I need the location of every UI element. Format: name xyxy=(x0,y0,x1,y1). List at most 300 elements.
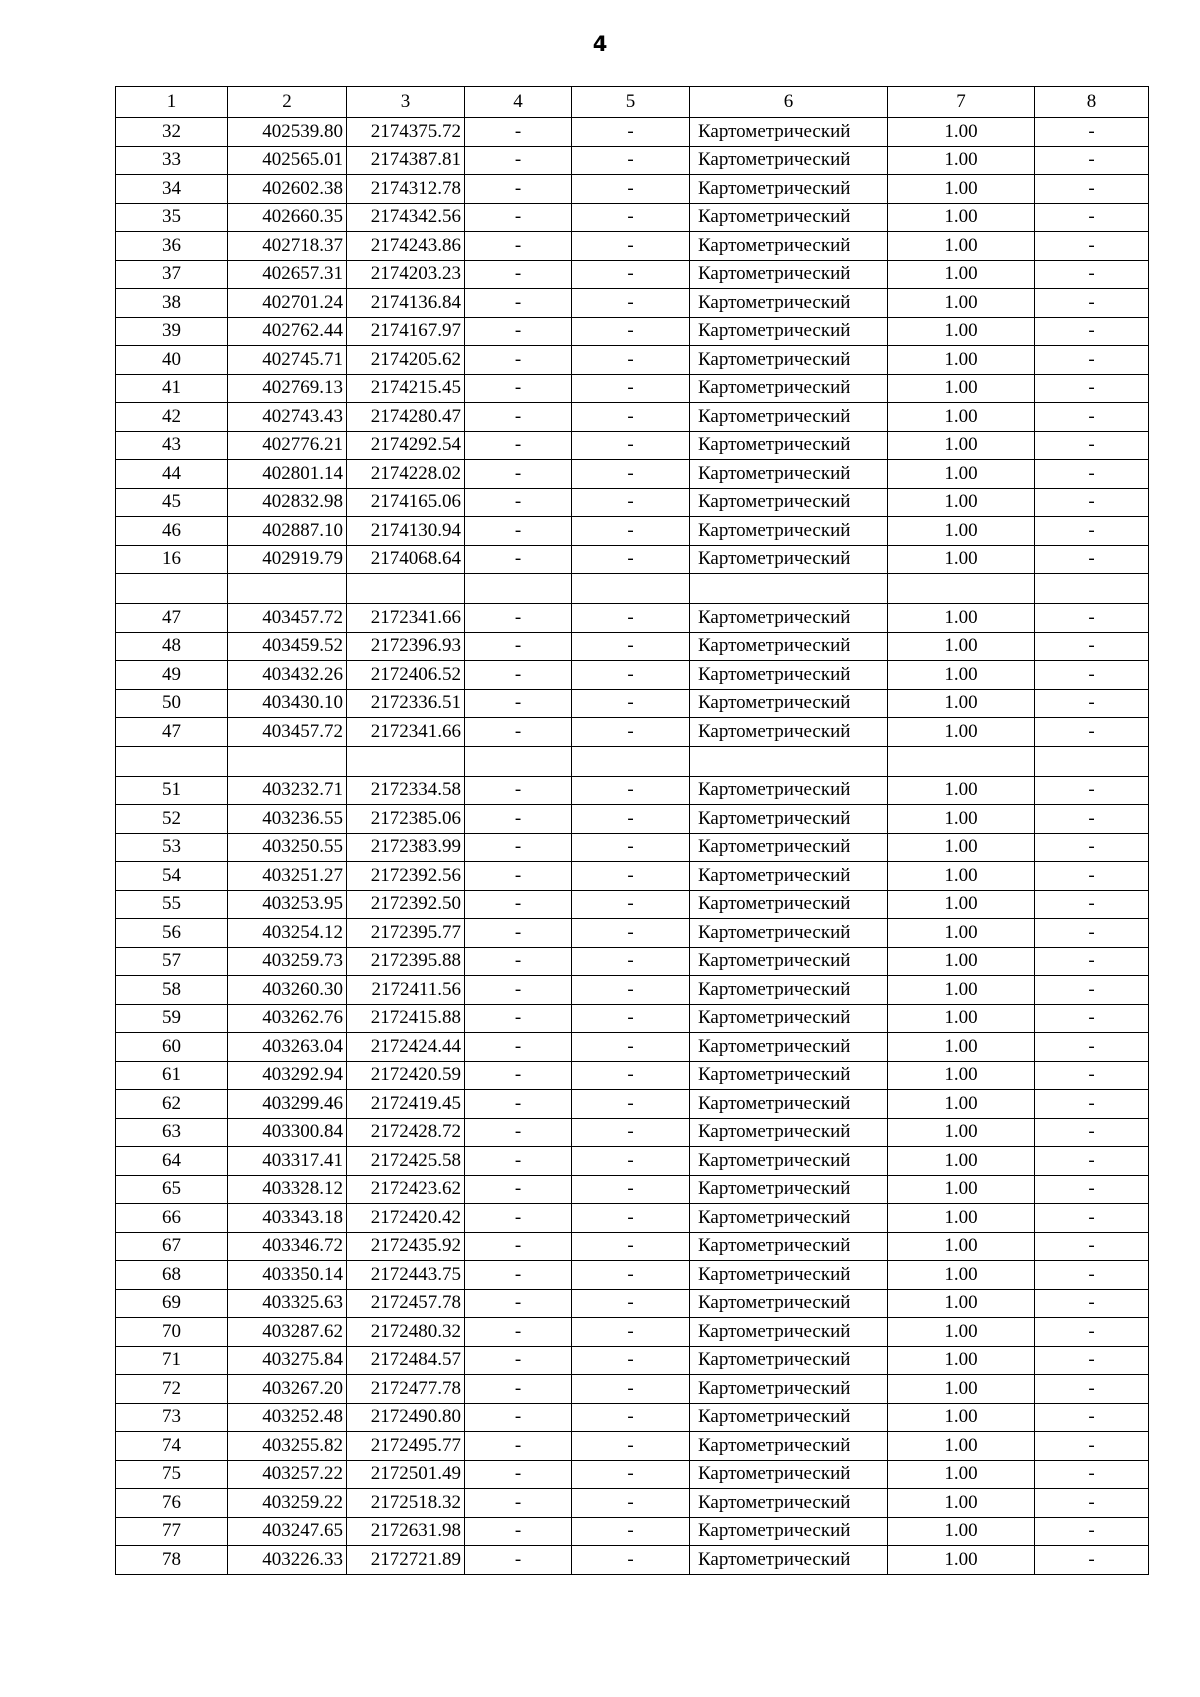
col4-cell: - xyxy=(465,632,572,661)
col8-cell: - xyxy=(1035,203,1149,232)
method-cell: Картометрический xyxy=(690,232,888,261)
col4-cell: - xyxy=(465,1147,572,1176)
method-cell: Картометрический xyxy=(690,431,888,460)
accuracy-cell: 1.00 xyxy=(888,1090,1035,1119)
accuracy-cell: 1.00 xyxy=(888,403,1035,432)
y-coordinate-cell: 2174203.23 xyxy=(347,260,465,289)
table-row xyxy=(116,346,1149,375)
col8-cell: - xyxy=(1035,689,1149,718)
point-number-cell: 70 xyxy=(116,1318,228,1347)
col8-cell: - xyxy=(1035,1033,1149,1062)
col4-cell: - xyxy=(465,346,572,375)
accuracy-cell: 1.00 xyxy=(888,1432,1035,1461)
method-cell: Картометрический xyxy=(690,289,888,318)
method-cell: Картометрический xyxy=(690,632,888,661)
col4-cell: - xyxy=(465,776,572,805)
accuracy-cell: 1.00 xyxy=(888,374,1035,403)
col5-cell: - xyxy=(572,146,690,175)
col4-cell: - xyxy=(465,1261,572,1290)
method-cell: Картометрический xyxy=(690,1204,888,1233)
table-row xyxy=(116,431,1149,460)
point-number-cell: 42 xyxy=(116,403,228,432)
empty-cell xyxy=(465,746,572,776)
column-header: 1 xyxy=(116,87,228,118)
point-number-cell: 63 xyxy=(116,1118,228,1147)
x-coordinate-cell: 402776.21 xyxy=(228,431,347,460)
table-row xyxy=(116,1261,1149,1290)
col8-cell: - xyxy=(1035,890,1149,919)
table-row xyxy=(116,1403,1149,1432)
point-number-cell: 69 xyxy=(116,1289,228,1318)
empty-cell xyxy=(228,746,347,776)
table-row xyxy=(116,1318,1149,1347)
y-coordinate-cell: 2172484.57 xyxy=(347,1346,465,1375)
point-number-cell: 73 xyxy=(116,1403,228,1432)
col4-cell: - xyxy=(465,689,572,718)
method-cell: Картометрический xyxy=(690,1061,888,1090)
col5-cell: - xyxy=(572,1261,690,1290)
accuracy-cell: 1.00 xyxy=(888,317,1035,346)
method-cell: Картометрический xyxy=(690,1090,888,1119)
y-coordinate-cell: 2172428.72 xyxy=(347,1118,465,1147)
x-coordinate-cell: 403252.48 xyxy=(228,1403,347,1432)
col8-cell: - xyxy=(1035,431,1149,460)
method-cell: Картометрический xyxy=(690,1489,888,1518)
method-cell: Картометрический xyxy=(690,805,888,834)
x-coordinate-cell: 403251.27 xyxy=(228,862,347,891)
y-coordinate-cell: 2172415.88 xyxy=(347,1004,465,1033)
point-number-cell: 59 xyxy=(116,1004,228,1033)
y-coordinate-cell: 2172336.51 xyxy=(347,689,465,718)
method-cell: Картометрический xyxy=(690,1517,888,1546)
y-coordinate-cell: 2172396.93 xyxy=(347,632,465,661)
y-coordinate-cell: 2174387.81 xyxy=(347,146,465,175)
accuracy-cell: 1.00 xyxy=(888,203,1035,232)
accuracy-cell: 1.00 xyxy=(888,118,1035,147)
col8-cell: - xyxy=(1035,1204,1149,1233)
method-cell: Картометрический xyxy=(690,545,888,574)
col8-cell: - xyxy=(1035,1403,1149,1432)
col4-cell: - xyxy=(465,1346,572,1375)
accuracy-cell: 1.00 xyxy=(888,517,1035,546)
empty-cell xyxy=(228,574,347,604)
point-number-cell: 37 xyxy=(116,260,228,289)
x-coordinate-cell: 402657.31 xyxy=(228,260,347,289)
empty-cell xyxy=(690,574,888,604)
method-cell: Картометрический xyxy=(690,919,888,948)
spacer-row xyxy=(116,746,1149,776)
table-row xyxy=(116,1090,1149,1119)
x-coordinate-cell: 403300.84 xyxy=(228,1118,347,1147)
col4-cell: - xyxy=(465,919,572,948)
col8-cell: - xyxy=(1035,1432,1149,1461)
table-row xyxy=(116,862,1149,891)
col8-cell: - xyxy=(1035,1517,1149,1546)
col4-cell: - xyxy=(465,517,572,546)
point-number-cell: 64 xyxy=(116,1147,228,1176)
x-coordinate-cell: 403260.30 xyxy=(228,976,347,1005)
col4-cell: - xyxy=(465,488,572,517)
y-coordinate-cell: 2172490.80 xyxy=(347,1403,465,1432)
col4-cell: - xyxy=(465,947,572,976)
table-row xyxy=(116,1118,1149,1147)
point-number-cell: 71 xyxy=(116,1346,228,1375)
empty-cell xyxy=(347,746,465,776)
y-coordinate-cell: 2174205.62 xyxy=(347,346,465,375)
method-cell: Картометрический xyxy=(690,1175,888,1204)
col5-cell: - xyxy=(572,1033,690,1062)
col4-cell: - xyxy=(465,232,572,261)
col8-cell: - xyxy=(1035,1375,1149,1404)
y-coordinate-cell: 2174136.84 xyxy=(347,289,465,318)
point-number-cell: 61 xyxy=(116,1061,228,1090)
col8-cell: - xyxy=(1035,1346,1149,1375)
point-number-cell: 72 xyxy=(116,1375,228,1404)
table-row xyxy=(116,146,1149,175)
method-cell: Картометрический xyxy=(690,203,888,232)
point-number-cell: 53 xyxy=(116,833,228,862)
col5-cell: - xyxy=(572,545,690,574)
col5-cell: - xyxy=(572,488,690,517)
method-cell: Картометрический xyxy=(690,1432,888,1461)
col8-cell: - xyxy=(1035,833,1149,862)
x-coordinate-cell: 403317.41 xyxy=(228,1147,347,1176)
col4-cell: - xyxy=(465,1289,572,1318)
table-row xyxy=(116,545,1149,574)
table-row xyxy=(116,1489,1149,1518)
accuracy-cell: 1.00 xyxy=(888,146,1035,175)
col4-cell: - xyxy=(465,260,572,289)
table-row xyxy=(116,403,1149,432)
accuracy-cell: 1.00 xyxy=(888,1289,1035,1318)
x-coordinate-cell: 402565.01 xyxy=(228,146,347,175)
y-coordinate-cell: 2172423.62 xyxy=(347,1175,465,1204)
table-row xyxy=(116,776,1149,805)
x-coordinate-cell: 403262.76 xyxy=(228,1004,347,1033)
col5-cell: - xyxy=(572,976,690,1005)
table-row xyxy=(116,232,1149,261)
point-number-cell: 33 xyxy=(116,146,228,175)
empty-cell xyxy=(572,574,690,604)
point-number-cell: 74 xyxy=(116,1432,228,1461)
point-number-cell: 54 xyxy=(116,862,228,891)
col5-cell: - xyxy=(572,776,690,805)
y-coordinate-cell: 2172721.89 xyxy=(347,1546,465,1575)
col4-cell: - xyxy=(465,460,572,489)
method-cell: Картометрический xyxy=(690,604,888,633)
y-coordinate-cell: 2172457.78 xyxy=(347,1289,465,1318)
y-coordinate-cell: 2174165.06 xyxy=(347,488,465,517)
x-coordinate-cell: 402801.14 xyxy=(228,460,347,489)
point-number-cell: 45 xyxy=(116,488,228,517)
table-row xyxy=(116,1004,1149,1033)
accuracy-cell: 1.00 xyxy=(888,1460,1035,1489)
table-row xyxy=(116,317,1149,346)
col4-cell: - xyxy=(465,1403,572,1432)
col5-cell: - xyxy=(572,1546,690,1575)
y-coordinate-cell: 2174228.02 xyxy=(347,460,465,489)
accuracy-cell: 1.00 xyxy=(888,1204,1035,1233)
x-coordinate-cell: 403226.33 xyxy=(228,1546,347,1575)
x-coordinate-cell: 402660.35 xyxy=(228,203,347,232)
method-cell: Картометрический xyxy=(690,718,888,747)
accuracy-cell: 1.00 xyxy=(888,1232,1035,1261)
col5-cell: - xyxy=(572,1147,690,1176)
method-cell: Картометрический xyxy=(690,1546,888,1575)
col8-cell: - xyxy=(1035,947,1149,976)
x-coordinate-cell: 403255.82 xyxy=(228,1432,347,1461)
point-number-cell: 48 xyxy=(116,632,228,661)
point-number-cell: 66 xyxy=(116,1204,228,1233)
point-number-cell: 62 xyxy=(116,1090,228,1119)
method-cell: Картометрический xyxy=(690,317,888,346)
col8-cell: - xyxy=(1035,1061,1149,1090)
table-row xyxy=(116,118,1149,147)
accuracy-cell: 1.00 xyxy=(888,1147,1035,1176)
point-number-cell: 39 xyxy=(116,317,228,346)
col5-cell: - xyxy=(572,1318,690,1347)
y-coordinate-cell: 2174167.97 xyxy=(347,317,465,346)
accuracy-cell: 1.00 xyxy=(888,776,1035,805)
y-coordinate-cell: 2172425.58 xyxy=(347,1147,465,1176)
point-number-cell: 76 xyxy=(116,1489,228,1518)
empty-cell xyxy=(690,746,888,776)
accuracy-cell: 1.00 xyxy=(888,1175,1035,1204)
method-cell: Картометрический xyxy=(690,1346,888,1375)
method-cell: Картометрический xyxy=(690,175,888,204)
col4-cell: - xyxy=(465,317,572,346)
empty-cell xyxy=(465,574,572,604)
table-row xyxy=(116,661,1149,690)
accuracy-cell: 1.00 xyxy=(888,1346,1035,1375)
point-number-cell: 52 xyxy=(116,805,228,834)
x-coordinate-cell: 403259.73 xyxy=(228,947,347,976)
table-row xyxy=(116,1061,1149,1090)
method-cell: Картометрический xyxy=(690,1033,888,1062)
col5-cell: - xyxy=(572,403,690,432)
spacer-row xyxy=(116,574,1149,604)
x-coordinate-cell: 403430.10 xyxy=(228,689,347,718)
col8-cell: - xyxy=(1035,232,1149,261)
x-coordinate-cell: 403457.72 xyxy=(228,718,347,747)
col8-cell: - xyxy=(1035,1118,1149,1147)
table-row xyxy=(116,689,1149,718)
col8-cell: - xyxy=(1035,1546,1149,1575)
col5-cell: - xyxy=(572,374,690,403)
col8-cell: - xyxy=(1035,805,1149,834)
table-row xyxy=(116,1432,1149,1461)
empty-cell xyxy=(116,746,228,776)
point-number-cell: 49 xyxy=(116,661,228,690)
y-coordinate-cell: 2172424.44 xyxy=(347,1033,465,1062)
accuracy-cell: 1.00 xyxy=(888,545,1035,574)
accuracy-cell: 1.00 xyxy=(888,632,1035,661)
table-row xyxy=(116,1517,1149,1546)
method-cell: Картометрический xyxy=(690,517,888,546)
col4-cell: - xyxy=(465,146,572,175)
col4-cell: - xyxy=(465,1318,572,1347)
y-coordinate-cell: 2174280.47 xyxy=(347,403,465,432)
accuracy-cell: 1.00 xyxy=(888,1403,1035,1432)
empty-cell xyxy=(1035,746,1149,776)
col8-cell: - xyxy=(1035,1090,1149,1119)
table-row xyxy=(116,833,1149,862)
y-coordinate-cell: 2174215.45 xyxy=(347,374,465,403)
y-coordinate-cell: 2172631.98 xyxy=(347,1517,465,1546)
empty-cell xyxy=(572,746,690,776)
col5-cell: - xyxy=(572,890,690,919)
method-cell: Картометрический xyxy=(690,260,888,289)
method-cell: Картометрический xyxy=(690,1460,888,1489)
col8-cell: - xyxy=(1035,1232,1149,1261)
accuracy-cell: 1.00 xyxy=(888,1061,1035,1090)
column-header: 8 xyxy=(1035,87,1149,118)
y-coordinate-cell: 2172435.92 xyxy=(347,1232,465,1261)
point-number-cell: 56 xyxy=(116,919,228,948)
method-cell: Картометрический xyxy=(690,403,888,432)
x-coordinate-cell: 403259.22 xyxy=(228,1489,347,1518)
method-cell: Картометрический xyxy=(690,947,888,976)
col4-cell: - xyxy=(465,1489,572,1518)
point-number-cell: 38 xyxy=(116,289,228,318)
table-row xyxy=(116,1204,1149,1233)
col5-cell: - xyxy=(572,118,690,147)
accuracy-cell: 1.00 xyxy=(888,1375,1035,1404)
accuracy-cell: 1.00 xyxy=(888,833,1035,862)
accuracy-cell: 1.00 xyxy=(888,862,1035,891)
col8-cell: - xyxy=(1035,460,1149,489)
method-cell: Картометрический xyxy=(690,488,888,517)
x-coordinate-cell: 402539.80 xyxy=(228,118,347,147)
y-coordinate-cell: 2172406.52 xyxy=(347,661,465,690)
col5-cell: - xyxy=(572,661,690,690)
method-cell: Картометрический xyxy=(690,460,888,489)
column-header: 6 xyxy=(690,87,888,118)
y-coordinate-cell: 2174243.86 xyxy=(347,232,465,261)
col5-cell: - xyxy=(572,1289,690,1318)
method-cell: Картометрический xyxy=(690,1318,888,1347)
column-header: 3 xyxy=(347,87,465,118)
col4-cell: - xyxy=(465,862,572,891)
col4-cell: - xyxy=(465,1033,572,1062)
x-coordinate-cell: 403287.62 xyxy=(228,1318,347,1347)
col5-cell: - xyxy=(572,1090,690,1119)
table-row xyxy=(116,203,1149,232)
x-coordinate-cell: 403263.04 xyxy=(228,1033,347,1062)
y-coordinate-cell: 2172420.59 xyxy=(347,1061,465,1090)
table-row xyxy=(116,460,1149,489)
column-header: 5 xyxy=(572,87,690,118)
method-cell: Картометрический xyxy=(690,862,888,891)
col8-cell: - xyxy=(1035,718,1149,747)
point-number-cell: 46 xyxy=(116,517,228,546)
accuracy-cell: 1.00 xyxy=(888,1546,1035,1575)
table-row xyxy=(116,488,1149,517)
col5-cell: - xyxy=(572,460,690,489)
col8-cell: - xyxy=(1035,919,1149,948)
point-number-cell: 44 xyxy=(116,460,228,489)
col5-cell: - xyxy=(572,1118,690,1147)
method-cell: Картометрический xyxy=(690,146,888,175)
col4-cell: - xyxy=(465,718,572,747)
col8-cell: - xyxy=(1035,1175,1149,1204)
col5-cell: - xyxy=(572,1432,690,1461)
col5-cell: - xyxy=(572,947,690,976)
y-coordinate-cell: 2172341.66 xyxy=(347,718,465,747)
x-coordinate-cell: 402919.79 xyxy=(228,545,347,574)
y-coordinate-cell: 2172419.45 xyxy=(347,1090,465,1119)
col4-cell: - xyxy=(465,175,572,204)
col8-cell: - xyxy=(1035,146,1149,175)
point-number-cell: 51 xyxy=(116,776,228,805)
table-header-row xyxy=(116,87,1149,118)
point-number-cell: 32 xyxy=(116,118,228,147)
x-coordinate-cell: 403257.22 xyxy=(228,1460,347,1489)
col4-cell: - xyxy=(465,1204,572,1233)
accuracy-cell: 1.00 xyxy=(888,346,1035,375)
col4-cell: - xyxy=(465,890,572,919)
col4-cell: - xyxy=(465,1118,572,1147)
col4-cell: - xyxy=(465,604,572,633)
y-coordinate-cell: 2172443.75 xyxy=(347,1261,465,1290)
x-coordinate-cell: 403457.72 xyxy=(228,604,347,633)
table-row xyxy=(116,604,1149,633)
col4-cell: - xyxy=(465,1517,572,1546)
x-coordinate-cell: 402743.43 xyxy=(228,403,347,432)
table-row xyxy=(116,890,1149,919)
method-cell: Картометрический xyxy=(690,1232,888,1261)
table-row xyxy=(116,1375,1149,1404)
accuracy-cell: 1.00 xyxy=(888,976,1035,1005)
table-row xyxy=(116,1175,1149,1204)
point-number-cell: 68 xyxy=(116,1261,228,1290)
col8-cell: - xyxy=(1035,517,1149,546)
point-number-cell: 78 xyxy=(116,1546,228,1575)
col4-cell: - xyxy=(465,403,572,432)
point-number-cell: 35 xyxy=(116,203,228,232)
accuracy-cell: 1.00 xyxy=(888,175,1035,204)
col5-cell: - xyxy=(572,1517,690,1546)
col4-cell: - xyxy=(465,976,572,1005)
y-coordinate-cell: 2172395.88 xyxy=(347,947,465,976)
accuracy-cell: 1.00 xyxy=(888,689,1035,718)
accuracy-cell: 1.00 xyxy=(888,488,1035,517)
x-coordinate-cell: 403292.94 xyxy=(228,1061,347,1090)
table-row xyxy=(116,517,1149,546)
col8-cell: - xyxy=(1035,545,1149,574)
col4-cell: - xyxy=(465,431,572,460)
method-cell: Картометрический xyxy=(690,833,888,862)
y-coordinate-cell: 2172495.77 xyxy=(347,1432,465,1461)
col5-cell: - xyxy=(572,1346,690,1375)
col8-cell: - xyxy=(1035,317,1149,346)
empty-cell xyxy=(347,574,465,604)
col5-cell: - xyxy=(572,805,690,834)
accuracy-cell: 1.00 xyxy=(888,232,1035,261)
col4-cell: - xyxy=(465,1546,572,1575)
x-coordinate-cell: 402887.10 xyxy=(228,517,347,546)
method-cell: Картометрический xyxy=(690,1147,888,1176)
column-header: 2 xyxy=(228,87,347,118)
table-body xyxy=(116,87,1149,1575)
y-coordinate-cell: 2174342.56 xyxy=(347,203,465,232)
table-row xyxy=(116,1289,1149,1318)
method-cell: Картометрический xyxy=(690,118,888,147)
x-coordinate-cell: 402832.98 xyxy=(228,488,347,517)
table-row xyxy=(116,976,1149,1005)
method-cell: Картометрический xyxy=(690,374,888,403)
col4-cell: - xyxy=(465,374,572,403)
